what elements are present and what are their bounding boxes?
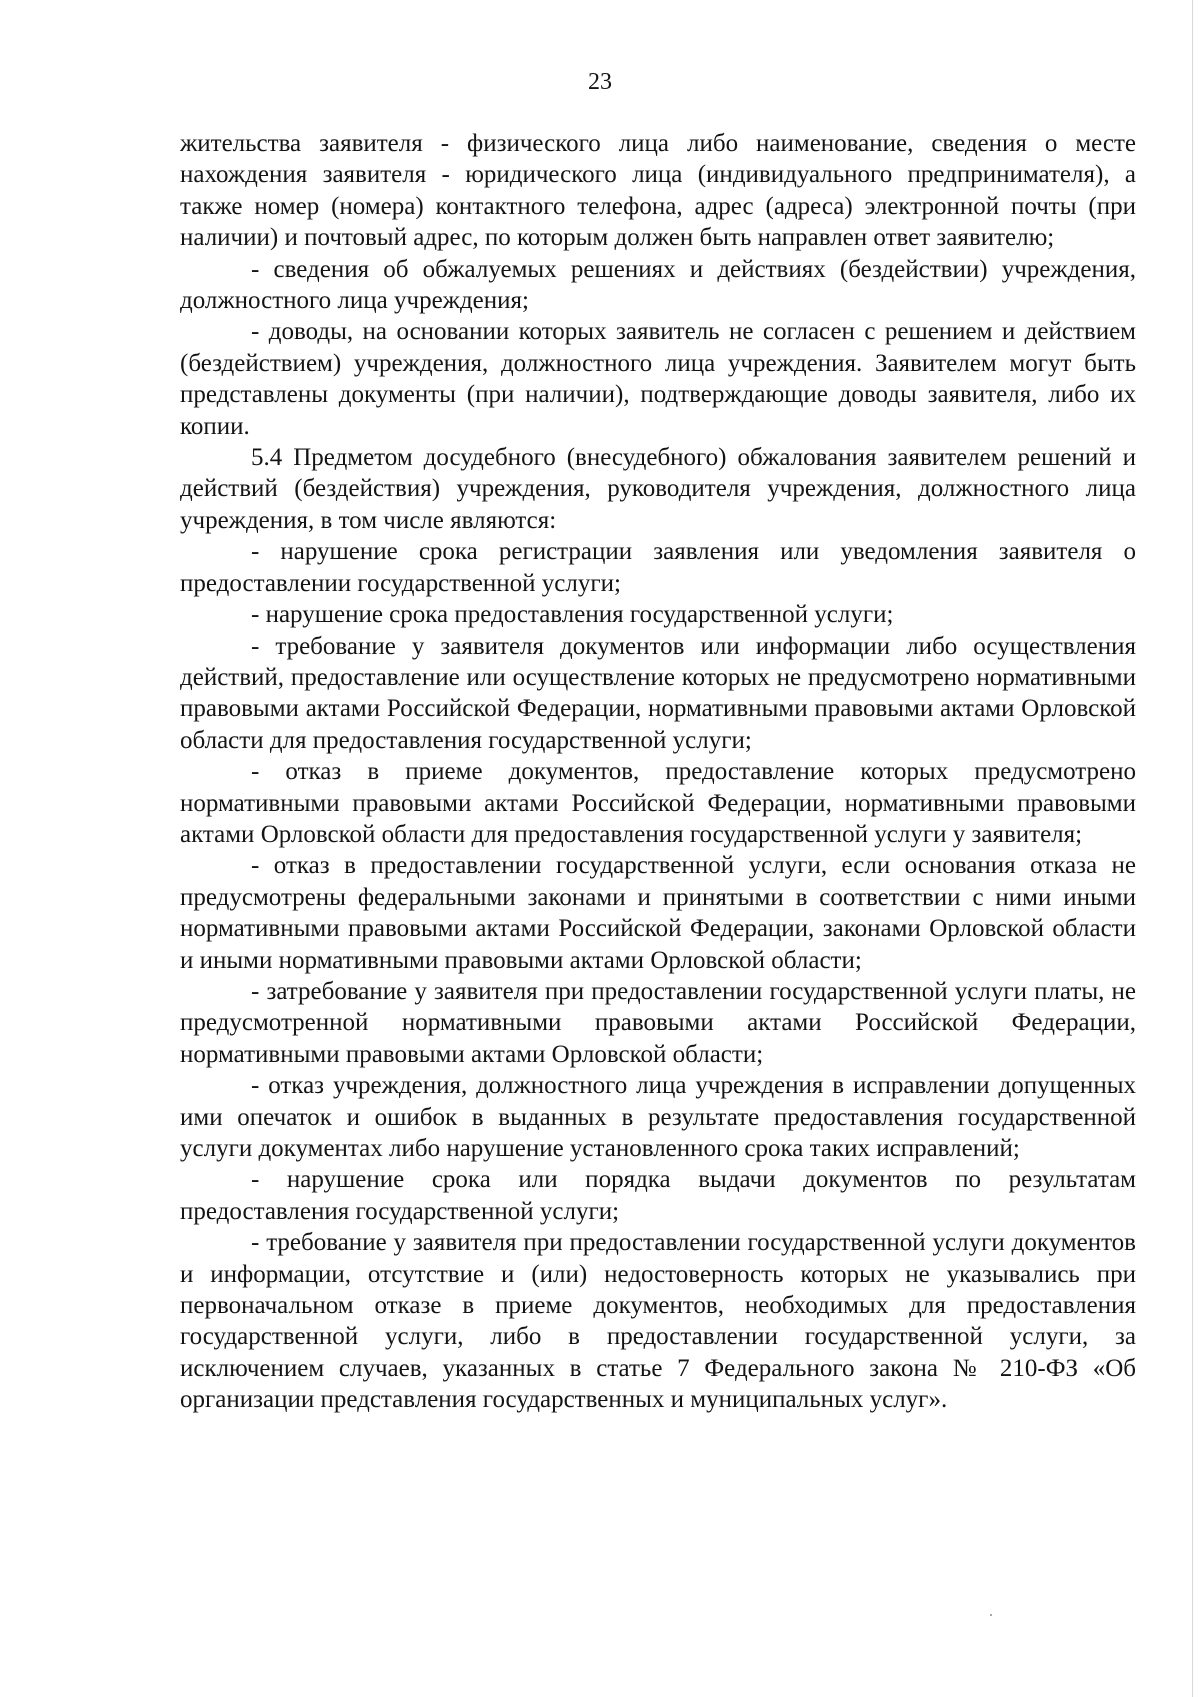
- list-item-issue-deadline: - нарушение срока или порядка выдачи документов по результатам предоставления государственной услуги;: [180, 1166, 1136, 1225]
- document-body: [180, 128, 1136, 1416]
- scan-speck: [990, 1614, 992, 1616]
- list-item-illegal-fee: - затребование у заявителя при предоставлении государственной услуги платы, не предусмотренной нормативными правовыми актами Российской Федерации, нормативными правовыми актами Орловской области;: [180, 977, 1136, 1068]
- list-item-correction-refusal: - отказ учреждения, должностного лица учреждения в исправлении допущенных ими опечаток и ошибок в выданных в результате предоставления государственной услуги документах либо нарушение установленного срока таких исправлений;: [180, 1072, 1136, 1162]
- paragraph-arguments: - доводы, на основании которых заявитель не согласен с решением и действием (бездействием) учреждения, должностного лица учреждения. Заявителем могут быть представлены документы (при наличии), подтверждающие доводы заявителя, либо их копии.: [180, 318, 1136, 440]
- list-item-registration-deadline: - нарушение срока регистрации заявления или уведомления заявителя о предоставлении государственной услуги;: [180, 538, 1136, 597]
- paragraph-section-5-4: 5.4 Предметом досудебного (внесудебного) обжалования заявителем решений и действий (бездействия) учреждения, руководителя учреждения, должностного лица учреждения, в том числе являются:: [180, 444, 1136, 534]
- list-item-refusal-acceptance: - отказ в приеме документов, предоставление которых предусмотрено нормативными правовыми актами Российской Федерации, нормативными правовыми актами Орловской области для предоставления государственной услуги у заявителя;: [180, 758, 1136, 848]
- list-item-refusal-service: - отказ в предоставлении государственной услуги, если основания отказа не предусмотрены федеральными законами и принятыми в соответствии с ними иными нормативными правовыми актами Российской Федерации, законами Орловской области и иными нормативными правовыми актами Орловской области;: [180, 852, 1136, 974]
- page-number: 23: [588, 69, 612, 95]
- list-item-extra-documents: - требование у заявителя документов или информации либо осуществления действий, предоставление или осуществление которых не предусмотрено нормативными правовыми актами Российской Федерации, нормативными правовыми актами Орловской области для предоставления государственной услуги;: [180, 632, 1136, 754]
- list-item-unlisted-documents: - требование у заявителя при предоставлении государственной услуги документов и информации, отсутствие и (или) недостоверность которых не указывались при первоначальном отказе в приеме документов, необходимых для предоставления государственной услуги, либо в предоставлении государственной услуги, за исключением случаев, указанных в статье 7 Федерального закона № 210-ФЗ «Об организации представления государственных и муниципальных услуг».: [180, 1229, 1136, 1414]
- scan-edge-line: [1192, 0, 1193, 1697]
- paragraph-appealed-decisions: - сведения об обжалуемых решениях и действиях (бездействии) учреждения, должностного лица учреждения;: [180, 255, 1136, 315]
- list-item-service-deadline: - нарушение срока предоставления государственной услуги;: [251, 601, 894, 629]
- paragraph-applicant-details: жительства заявителя - физического лица либо наименование, сведения о месте нахождения заявителя - юридического лица (индивидуального предпринимателя), а также номер (номера) контактного телефона, адрес (адреса) электронной почты (при наличии) и почтовый адрес, по которым должен быть направлен ответ заявителю;: [180, 130, 1136, 252]
